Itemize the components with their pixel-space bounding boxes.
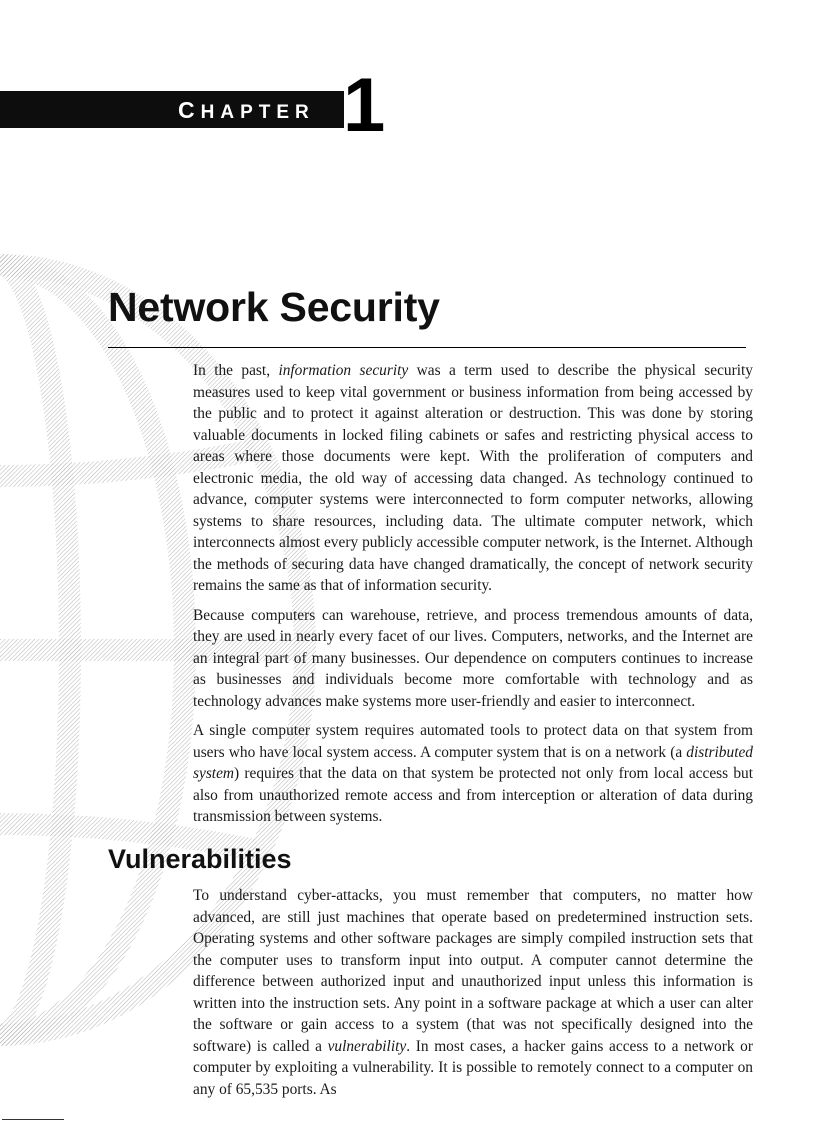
chapter-number: 1 xyxy=(343,63,386,148)
vulnerabilities-text xyxy=(193,885,753,1100)
text-run: In the past, xyxy=(193,362,279,379)
chapter-label-initial: C xyxy=(178,97,201,123)
vulnerabilities-paragraph xyxy=(193,885,753,1100)
text-run: A single computer system requires automated tools to protect data on that system from users who have local system access. A computer system that is on a network (a xyxy=(193,722,753,761)
intro-paragraph xyxy=(193,605,753,713)
title-divider xyxy=(108,347,746,348)
text-run: ) requires that the data on that system be protected not only from local access but also from unauthorized remote access and from interception or alteration of data during transmission between systems. xyxy=(193,765,753,825)
text-run: was a term used to describe the physical security measures used to keep vital government or business information from being accessed by the public and to protect it against alteration or destruction. This was done by storing valuable documents in locked filing cabinets or safes and restricting physical access to areas where those documents were kept. With the proliferation of computers and electronic media, the old way of accessing data changed. As technology continued to advance, computer systems were interconnected to form computer networks, allowing systems to share resources, including data. The ultimate computer network, which interconnects almost every publicly accessible computer network, is the Internet. Although the methods of securing data have changed dramatically, the concept of network security remains the same as that of information security. xyxy=(193,362,753,594)
text-run: Because computers can warehouse, retrieve, and process tremendous amounts of data, they are used in nearly every facet of our lives. Computers, networks, and the Internet are an integral part of many businesses. Our dependence on computers continues to increase as businesses and individuals become more comfortable with technology and as technology advances make systems more user-friendly and easier to interconnect. xyxy=(193,606,753,710)
intro-paragraph xyxy=(193,720,753,828)
chapter-label xyxy=(178,95,315,125)
chapter-label-rest: HAPTER xyxy=(200,102,315,123)
footer-divider xyxy=(2,1119,64,1120)
section-heading-vulnerabilities: Vulnerabilities xyxy=(108,844,292,874)
text-run: To understand cyber-attacks, you must remember that computers, no matter how advanced, are still just machines that operate based on predetermined instruction sets. Operating systems and other software packages are simply compiled instruction sets that the computer uses to transform input into output. A computer cannot determine the difference between authorized input and unauthorized input unless this information is written into the instruction sets. Any point in a software package at which a user can alter the software or gain access to a system (that was not specifically designed into the software) is called a xyxy=(193,887,753,1055)
intro-paragraph xyxy=(193,360,753,597)
italic-term: distributed system xyxy=(193,743,753,782)
italic-term: information security xyxy=(278,362,409,379)
intro-text xyxy=(193,360,753,828)
text-run: . In most cases, a hacker gains access to a network or computer by exploiting a vulnerability. It is possible to remotely connect to a computer on any of 65,535 ports. As xyxy=(193,1037,753,1098)
italic-term: vulnerability xyxy=(327,1037,407,1055)
chapter-title: Network Security xyxy=(108,284,440,330)
